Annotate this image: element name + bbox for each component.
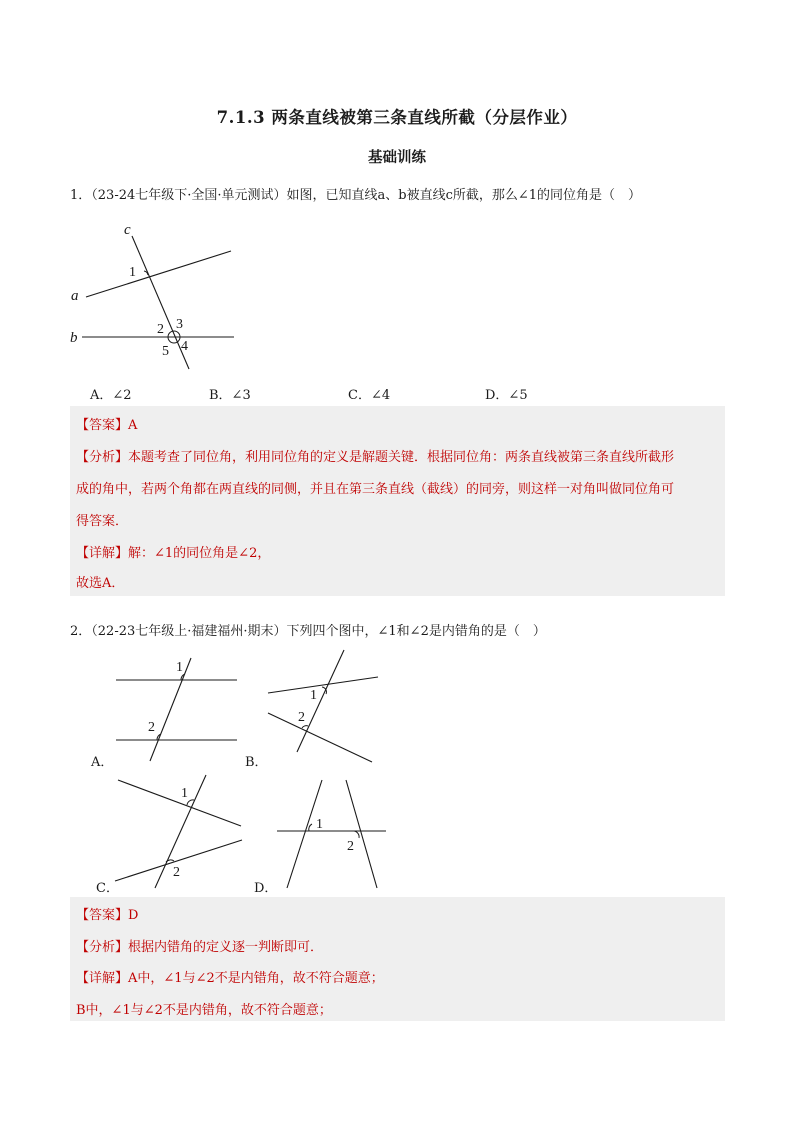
analysis-tag: 【分析】 [76,450,129,465]
q1-option-b: B．∠3 [209,388,251,403]
answer-value: A [128,418,138,433]
fig-a-label-2: 2 [148,720,155,735]
q2-figure-b-label: B． [245,755,268,770]
analysis-text-1: 本题考查了同位角，利用同位角的定义是解题关键．根据同位角：两条直线被第三条直线所截形 [128,450,675,465]
q1-detail-line-2: 故选A． [76,576,125,591]
q2-figure-a-label: A． [91,755,114,770]
q2-analysis-line [76,936,323,955]
question-1-stem: 1．（23-24七年级下·全国·单元测试）如图，已知直线a、b被直线c所截，那么∠1的同位角是（ ） [70,188,642,203]
detail-text-1: 解：∠1的同位角是∠2， [128,546,271,561]
q2-detail-line-2: B中，∠1与∠2不是内错角，故不符合题意； [76,1003,332,1018]
fig-d-label-2: 2 [347,839,354,854]
label-2: 2 [157,322,164,337]
label-5: 5 [162,344,169,359]
q1-option-d: D．∠5 [485,388,528,403]
detail-tag: 【详解】 [76,546,129,561]
label-3: 3 [176,317,183,332]
q1-analysis-line-3: 得答案． [76,514,129,529]
figure-c [115,775,242,888]
fig-d-label-1: 1 [316,817,323,832]
fig-c-label-1: 1 [181,786,188,801]
q1-option-c: C．∠4 [348,388,391,403]
label-1: 1 [129,265,136,280]
q1-analysis-line-2: 成的角中，若两个角都在两直线的同侧，并且在第三条直线（截线）的同旁，则这样一对角叫做同位角可 [76,482,675,497]
fig-b-label-1: 1 [310,688,317,703]
answer-tag: 【答案】 [76,908,129,923]
detail-text-1: A中，∠1与∠2不是内错角，故不符合题意； [128,971,384,986]
q2-figure-c-label: C． [96,881,119,896]
analysis-tag: 【分析】 [76,940,129,955]
fig-c-label-2: 2 [173,865,180,880]
figure-b [268,650,378,762]
label-a: a [71,288,79,304]
fig-a-label-1: 1 [176,660,183,675]
analysis-text: 根据内错角的定义逐一判断即可． [128,940,324,955]
q1-option-a: A．∠2 [90,388,132,403]
figure-a [116,658,237,761]
label-c: c [124,222,131,238]
question-2-stem: 2．（22-23七年级上·福建福州·期末）下列四个图中，∠1和∠2是内错角的是（ ） [70,624,546,639]
answer-value: D [128,908,139,923]
page-title: 7.1.3 两条直线被第三条直线所截（分层作业） [216,108,578,127]
label-b: b [70,330,78,346]
q2-figure-d-label: D． [254,881,278,896]
q2-answer-line [76,904,138,923]
label-4: 4 [181,339,188,354]
answer-tag: 【答案】 [76,418,129,433]
q2-detail-line-1 [76,967,384,986]
detail-tag: 【详解】 [76,971,129,986]
fig-b-label-2: 2 [298,710,305,725]
section-subtitle: 基础训练 [368,149,426,166]
figure-d [277,780,386,888]
